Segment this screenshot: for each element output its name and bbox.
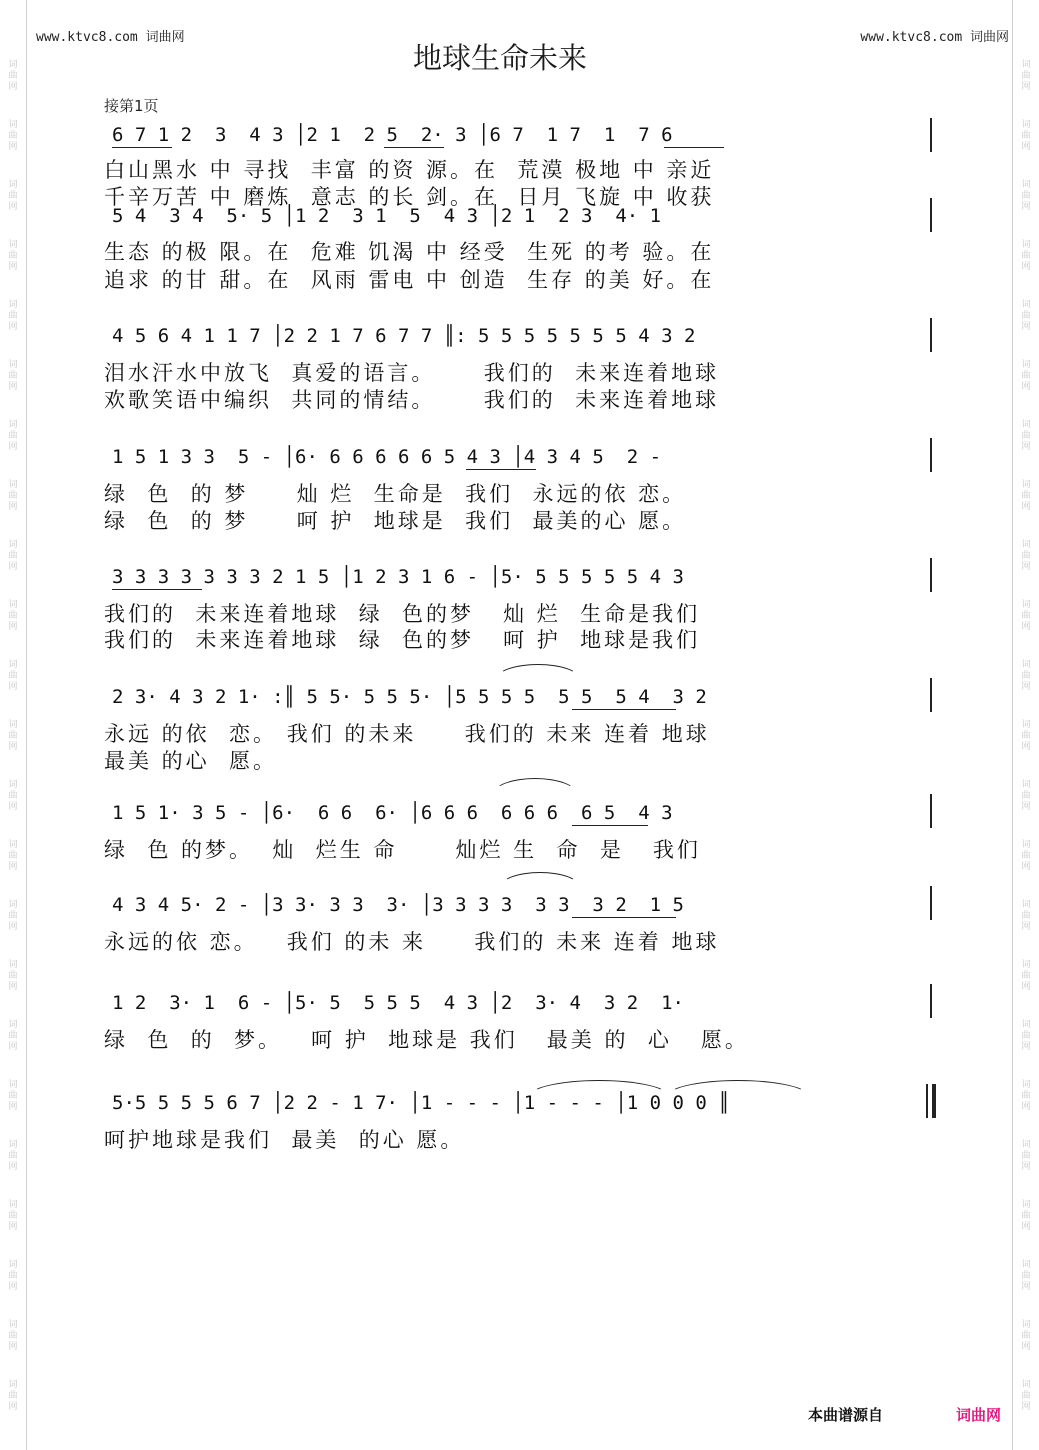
notes-line-4: 1 5 1 3 3 5 - │6· 6 6 6 6 6 5 4 3 │4 3 4 5 2 - [112,446,662,468]
lyric-line-1-1: 白山黑水 中 寻找 丰富 的资 源。在 荒漠 极地 中 亲近 [104,158,715,182]
lyric-line-3-1: 泪水汗水中放飞 真爱的语言。 我们的 未来连着地球 [104,361,720,385]
edge-watermark-stamp: 词 曲 网 [1021,180,1031,212]
footer-site-link[interactable]: 词曲网 [956,1406,1002,1424]
edge-watermark-stamp: 词 曲 网 [1021,900,1031,932]
notes-line-6: 2 3· 4 3 2 1· :║ 5 5· 5 5 5· │5 5 5 5 5 5 5 4 3 2 [112,686,707,708]
edge-watermark-stamp: 词 曲 网 [8,420,18,452]
notes-line-5: 3 3 3 3 3 3 3 2 1 5 │1 2 3 1 6 - │5· 5 5 5 5 5 4 3 [112,566,684,588]
lyric-line-9-1: 绿 色 的 梦。 呵 护 地球是 我们 最美 的 心 愿。 [104,1028,749,1052]
barline [930,438,932,472]
edge-watermark-stamp: 词 曲 网 [8,840,18,872]
edge-watermark-stamp: 词 曲 网 [8,1080,18,1112]
beam [384,147,444,148]
edge-watermark-stamp: 词 曲 网 [1021,1380,1031,1412]
edge-watermark-stamp: 词 曲 网 [8,480,18,512]
notes-line-2: 5 4 3 4 5· 5 │1 2 3 1 5 4 3 │2 1 2 3 4· 1 [112,205,662,227]
notes-line-7: 1 5 1· 3 5 - │6· 6 6 6· │6 6 6 6 6 6 6 5 4 3 [112,802,673,824]
continued-note: 接第1页 [104,97,159,115]
edge-watermark-stamp: 词 曲 网 [8,780,18,812]
barline [930,678,932,712]
beam [572,825,648,826]
beam [572,917,676,918]
lyric-line-4-2: 绿 色 的 梦 呵 护 地球是 我们 最美的心 愿。 [104,509,687,533]
edge-watermark-stamp: 词 曲 网 [1021,600,1031,632]
beam [572,709,676,710]
tie-slur [496,664,580,679]
notes-line-10: 5·5 5 5 5 6 7 │2 2 - 1 7· │1 - - - │1 - - - │1 0 0 0 ║ [112,1092,730,1114]
lyric-line-5-1: 我们的 未来连着地球 绿 色的梦 灿 烂 生命是我们 [104,602,701,626]
header-site-right[interactable]: www.ktvc8.com 词曲网 [860,30,1009,45]
barline [930,886,932,920]
barline [930,984,932,1018]
lyric-line-1-2: 千辛万苦 中 磨炼 意志 的长 剑。在 日月 飞旋 中 收获 [104,185,715,209]
edge-watermark-stamp: 词 曲 网 [8,120,18,152]
edge-watermark-stamp: 词 曲 网 [1021,660,1031,692]
lyric-line-4-1: 绿 色 的 梦 灿 烂 生命是 我们 永远的依 恋。 [104,482,687,506]
edge-watermark-stamp: 词 曲 网 [8,660,18,692]
lyric-line-7-1: 绿 色 的梦。 灿 烂生 命 灿烂 生 命 是 我们 [104,838,701,862]
edge-watermark-stamp: 词 曲 网 [1021,720,1031,752]
edge-watermark-stamp: 词 曲 网 [1021,240,1031,272]
edge-watermark-stamp: 词 曲 网 [1021,780,1031,812]
edge-watermark-stamp: 词 曲 网 [8,180,18,212]
edge-watermark-stamp: 词 曲 网 [8,720,18,752]
edge-watermark-stamp: 词 曲 网 [1021,960,1031,992]
lyric-line-6-2: 最美 的心 愿。 [104,749,278,773]
edge-watermark-stamp: 词 曲 网 [8,1380,18,1412]
tie-slur [492,778,578,795]
edge-watermark-stamp: 词 曲 网 [1021,120,1031,152]
edge-watermark-stamp: 词 曲 网 [1021,480,1031,512]
edge-watermark-stamp: 词 曲 网 [1021,1320,1031,1352]
edge-watermark-stamp: 词 曲 网 [1021,300,1031,332]
footer-source-label: 本曲谱源自 [808,1406,884,1424]
edge-watermark-stamp: 词 曲 网 [1021,60,1031,92]
edge-watermark-stamp: 词 曲 网 [8,1020,18,1052]
page-title: 地球生命未来 [412,41,587,75]
notes-line-3: 4 5 6 4 1 1 7 │2 2 1 7 6 7 7 ║: 5 5 5 5 5 5 5 4 3 2 [112,325,696,347]
tie-slur [528,1080,670,1097]
edge-watermark-stamp: 词 曲 网 [1021,420,1031,452]
beam [466,469,536,470]
edge-watermark-stamp: 词 曲 网 [1021,840,1031,872]
lyric-line-2-1: 生态 的极 限。在 危难 饥渴 中 经受 生死 的考 验。在 [104,240,715,264]
edge-watermark-stamp: 词 曲 网 [8,300,18,332]
tie-slur [666,1080,810,1097]
edge-watermark-stamp: 词 曲 网 [8,600,18,632]
edge-watermark-stamp: 词 曲 网 [1021,1080,1031,1112]
barline [930,794,932,828]
edge-watermark-stamp: 词 曲 网 [1021,1140,1031,1172]
notes-line-8: 4 3 4 5· 2 - │3 3· 3 3 3· │3 3 3 3 3 3 3 2 1 5 [112,894,684,916]
lyric-line-3-2: 欢歌笑语中编织 共同的情结。 我们的 未来连着地球 [104,388,720,412]
lyric-line-2-2: 追求 的甘 甜。在 风雨 雷电 中 创造 生存 的美 好。在 [104,268,715,292]
edge-watermark-stamp: 词 曲 网 [8,240,18,272]
edge-watermark-stamp: 词 曲 网 [8,540,18,572]
edge-watermark-stamp: 词 曲 网 [8,1260,18,1292]
beam [664,147,724,148]
beam [112,147,172,148]
barline [930,558,932,592]
notes-line-1: 6 7 1 2 3 4 3 │2 1 2 5 2· 3 │6 7 1 7 1 7 6 [112,124,673,146]
edge-watermark-stamp: 词 曲 网 [8,360,18,392]
lyric-line-8-1: 永远的依 恋。 我们 的未 来 我们的 未来 连着 地球 [104,930,720,954]
edge-watermark-stamp: 词 曲 网 [8,900,18,932]
edge-watermark-stamp: 词 曲 网 [8,1200,18,1232]
tie-slur [500,872,580,887]
edge-watermark-stamp: 词 曲 网 [1021,1200,1031,1232]
lyric-line-10-1: 呵护地球是我们 最美 的心 愿。 [104,1128,465,1152]
lyric-line-6-1: 永远 的依 恋。 我们 的未来 我们的 未来 连着 地球 [104,722,710,746]
edge-watermark-stamp: 词 曲 网 [8,60,18,92]
edge-watermark-stamp: 词 曲 网 [1021,1020,1031,1052]
edge-watermark-stamp: 词 曲 网 [1021,540,1031,572]
edge-watermark-stamp: 词 曲 网 [1021,1260,1031,1292]
lyric-line-5-2: 我们的 未来连着地球 绿 色的梦 呵 护 地球是我们 [104,628,701,652]
barline [930,118,932,152]
edge-watermark-stamp: 词 曲 网 [1021,360,1031,392]
beam [112,589,202,590]
notes-line-9: 1 2 3· 1 6 - │5· 5 5 5 5 4 3 │2 3· 4 3 2 1· [112,992,684,1014]
final-barline-thick [932,1084,936,1118]
edge-watermark-stamp: 词 曲 网 [8,960,18,992]
header-site-left[interactable]: www.ktvc8.com 词曲网 [36,30,185,45]
edge-watermark-stamp: 词 曲 网 [8,1320,18,1352]
edge-watermark-stamp: 词 曲 网 [8,1140,18,1172]
final-barline [926,1084,928,1118]
barline [930,318,932,352]
barline [930,198,932,232]
